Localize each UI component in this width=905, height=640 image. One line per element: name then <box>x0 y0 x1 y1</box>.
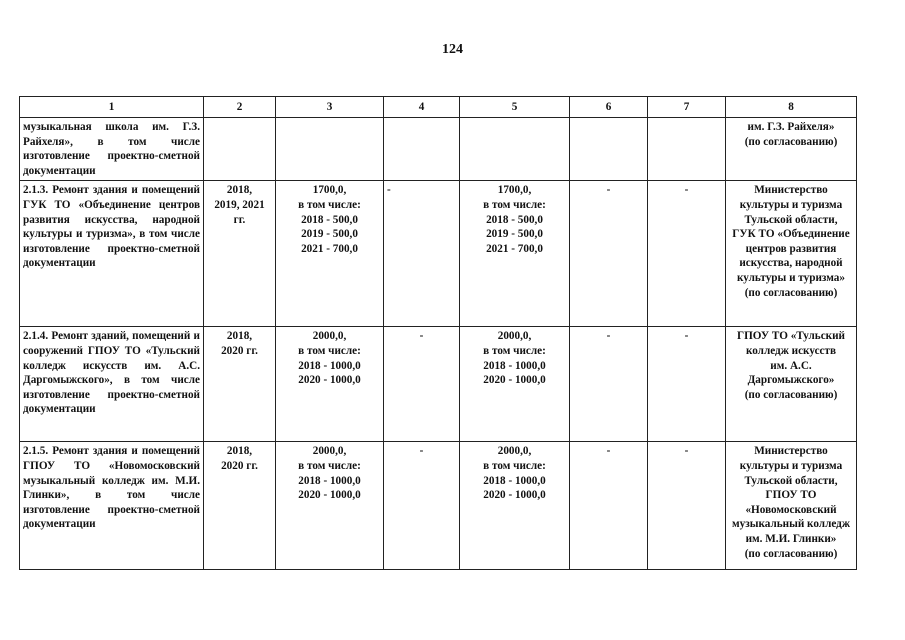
column-header: 5 <box>460 97 570 118</box>
column-header: 6 <box>570 97 648 118</box>
total-funding-cell: 2000,0, в том числе: 2018 - 1000,0 2020 - 1000,0 <box>276 442 384 570</box>
column-header: 4 <box>384 97 460 118</box>
total-funding-cell: 2000,0, в том числе: 2018 - 1000,0 2020 - 1000,0 <box>276 327 384 442</box>
total-funding-cell: 1700,0, в том числе: 2018 - 500,0 2019 - 500,0 2021 - 700,0 <box>276 181 384 327</box>
column-number-row <box>20 97 857 118</box>
column-header: 2 <box>204 97 276 118</box>
column-header: 8 <box>726 97 857 118</box>
local-funding-cell: - <box>570 442 648 570</box>
activity-name-cell: музыкальная школа им. Г.З. Райхеля», в том числе изготовление проектно-сметной документации <box>20 118 204 181</box>
local-funding-cell: - <box>570 181 648 327</box>
total-funding-cell <box>276 118 384 181</box>
period-cell: 2018, 2019, 2021 гг. <box>204 181 276 327</box>
federal-funding-cell: - <box>384 327 460 442</box>
column-header: 3 <box>276 97 384 118</box>
federal-funding-cell <box>384 118 460 181</box>
federal-funding-cell: - <box>384 181 460 327</box>
column-header: 1 <box>20 97 204 118</box>
program-activities-table <box>19 96 857 570</box>
regional-funding-cell: 1700,0, в том числе: 2018 - 500,0 2019 - 500,0 2021 - 700,0 <box>460 181 570 327</box>
column-header: 7 <box>648 97 726 118</box>
local-funding-cell <box>570 118 648 181</box>
responsible-cell: им. Г.З. Райхеля» (по согласованию) <box>726 118 857 181</box>
local-funding-cell: - <box>570 327 648 442</box>
other-funding-cell: - <box>648 181 726 327</box>
regional-funding-cell: 2000,0, в том числе: 2018 - 1000,0 2020 - 1000,0 <box>460 327 570 442</box>
period-cell: 2018, 2020 гг. <box>204 327 276 442</box>
responsible-cell: ГПОУ ТО «Тульский колледж искусств им. А.С. Даргомыжского» (по согласованию) <box>726 327 857 442</box>
other-funding-cell: - <box>648 442 726 570</box>
table-row <box>20 118 857 181</box>
period-cell <box>204 118 276 181</box>
other-funding-cell <box>648 118 726 181</box>
table-row <box>20 327 857 442</box>
responsible-cell: Министерство культуры и туризма Тульской области, ГУК ТО «Объединение центров развития искусства, народной культуры и туризма» (по согласованию) <box>726 181 857 327</box>
responsible-cell: Министерство культуры и туризма Тульской области, ГПОУ ТО «Новомосковский музыкальный колледж им. М.И. Глинки» (по согласованию) <box>726 442 857 570</box>
regional-funding-cell <box>460 118 570 181</box>
page-number: 124 <box>442 42 463 57</box>
activity-name-cell: 2.1.5. Ремонт здания и помещений ГПОУ ТО «Новомосковский музыкальный колледж им. М.И. Глинки», в том числе изготовление проектно-сметной документации <box>20 442 204 570</box>
regional-funding-cell: 2000,0, в том числе: 2018 - 1000,0 2020 - 1000,0 <box>460 442 570 570</box>
activity-name-cell: 2.1.3. Ремонт здания и помещений ГУК ТО «Объединение центров развития искусства, народной культуры и туризма», в том числе изготовление проектно-сметной документации <box>20 181 204 327</box>
federal-funding-cell: - <box>384 442 460 570</box>
other-funding-cell: - <box>648 327 726 442</box>
activity-name-cell: 2.1.4. Ремонт зданий, помещений и сооружений ГПОУ ТО «Тульский колледж искусств им. А.С. Даргомыжского», в том числе изготовление проектно-сметной документации <box>20 327 204 442</box>
table-row <box>20 181 857 327</box>
table-row <box>20 442 857 570</box>
period-cell: 2018, 2020 гг. <box>204 442 276 570</box>
